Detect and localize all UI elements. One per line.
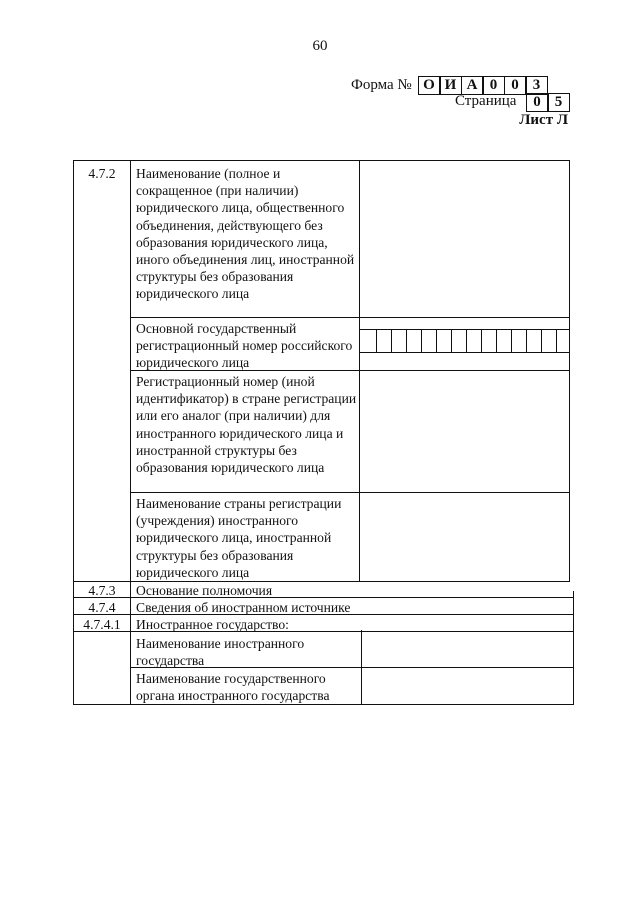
page-code-boxes bbox=[527, 93, 570, 112]
row-label: Регистрационный номер (иной идентификатор) в стране регистрации или его аналог (при наличии) для иностранного юридического лица и иностранной структуры без образования юридического лица bbox=[136, 374, 357, 476]
row-label: Основной государственный регистрационный номер российского юридического лица bbox=[136, 321, 353, 371]
row-number: 4.7.3 bbox=[88, 583, 116, 598]
row-number: 4.7.4 bbox=[88, 600, 116, 615]
page-number: 60 bbox=[312, 38, 328, 54]
row-label: Наименование страны регистрации (учреждения) иностранного юридического лица, иностранной структуры без образования юридического лица bbox=[136, 496, 342, 580]
form-number-label: Форма № bbox=[351, 77, 412, 93]
page-code-cell: 5 bbox=[547, 93, 570, 112]
row-label: Наименование (полное и сокращенное (при наличии) юридического лица, общественного объединения, действующего без образования юридического лица, иного объединения лиц, иностранной структуры без образования юридического лица bbox=[136, 166, 355, 302]
row-number: 4.7.2 bbox=[88, 166, 116, 181]
row-number: 4.7.4.1 bbox=[83, 617, 121, 632]
form-code-cell: 0 bbox=[504, 76, 527, 95]
form-code-cell: О bbox=[418, 76, 441, 95]
sheet-label: Лист Л bbox=[519, 112, 568, 128]
row-label: Наименование государственного органа иностранного государства bbox=[136, 671, 330, 704]
page-code-cell: 0 bbox=[526, 93, 549, 112]
row-label: Наименование иностранного государства bbox=[136, 636, 305, 669]
row-label: Иностранное государство: bbox=[136, 617, 289, 632]
page-label: Страница bbox=[455, 93, 517, 109]
row-label: Сведения об иностранном источнике bbox=[136, 600, 351, 615]
form-code-cell: А bbox=[461, 76, 484, 95]
form-code-cell: 0 bbox=[482, 76, 505, 95]
form-code-cell: И bbox=[439, 76, 462, 95]
row-label: Основание полномочия bbox=[136, 583, 273, 598]
form-code-cell: 3 bbox=[525, 76, 548, 95]
